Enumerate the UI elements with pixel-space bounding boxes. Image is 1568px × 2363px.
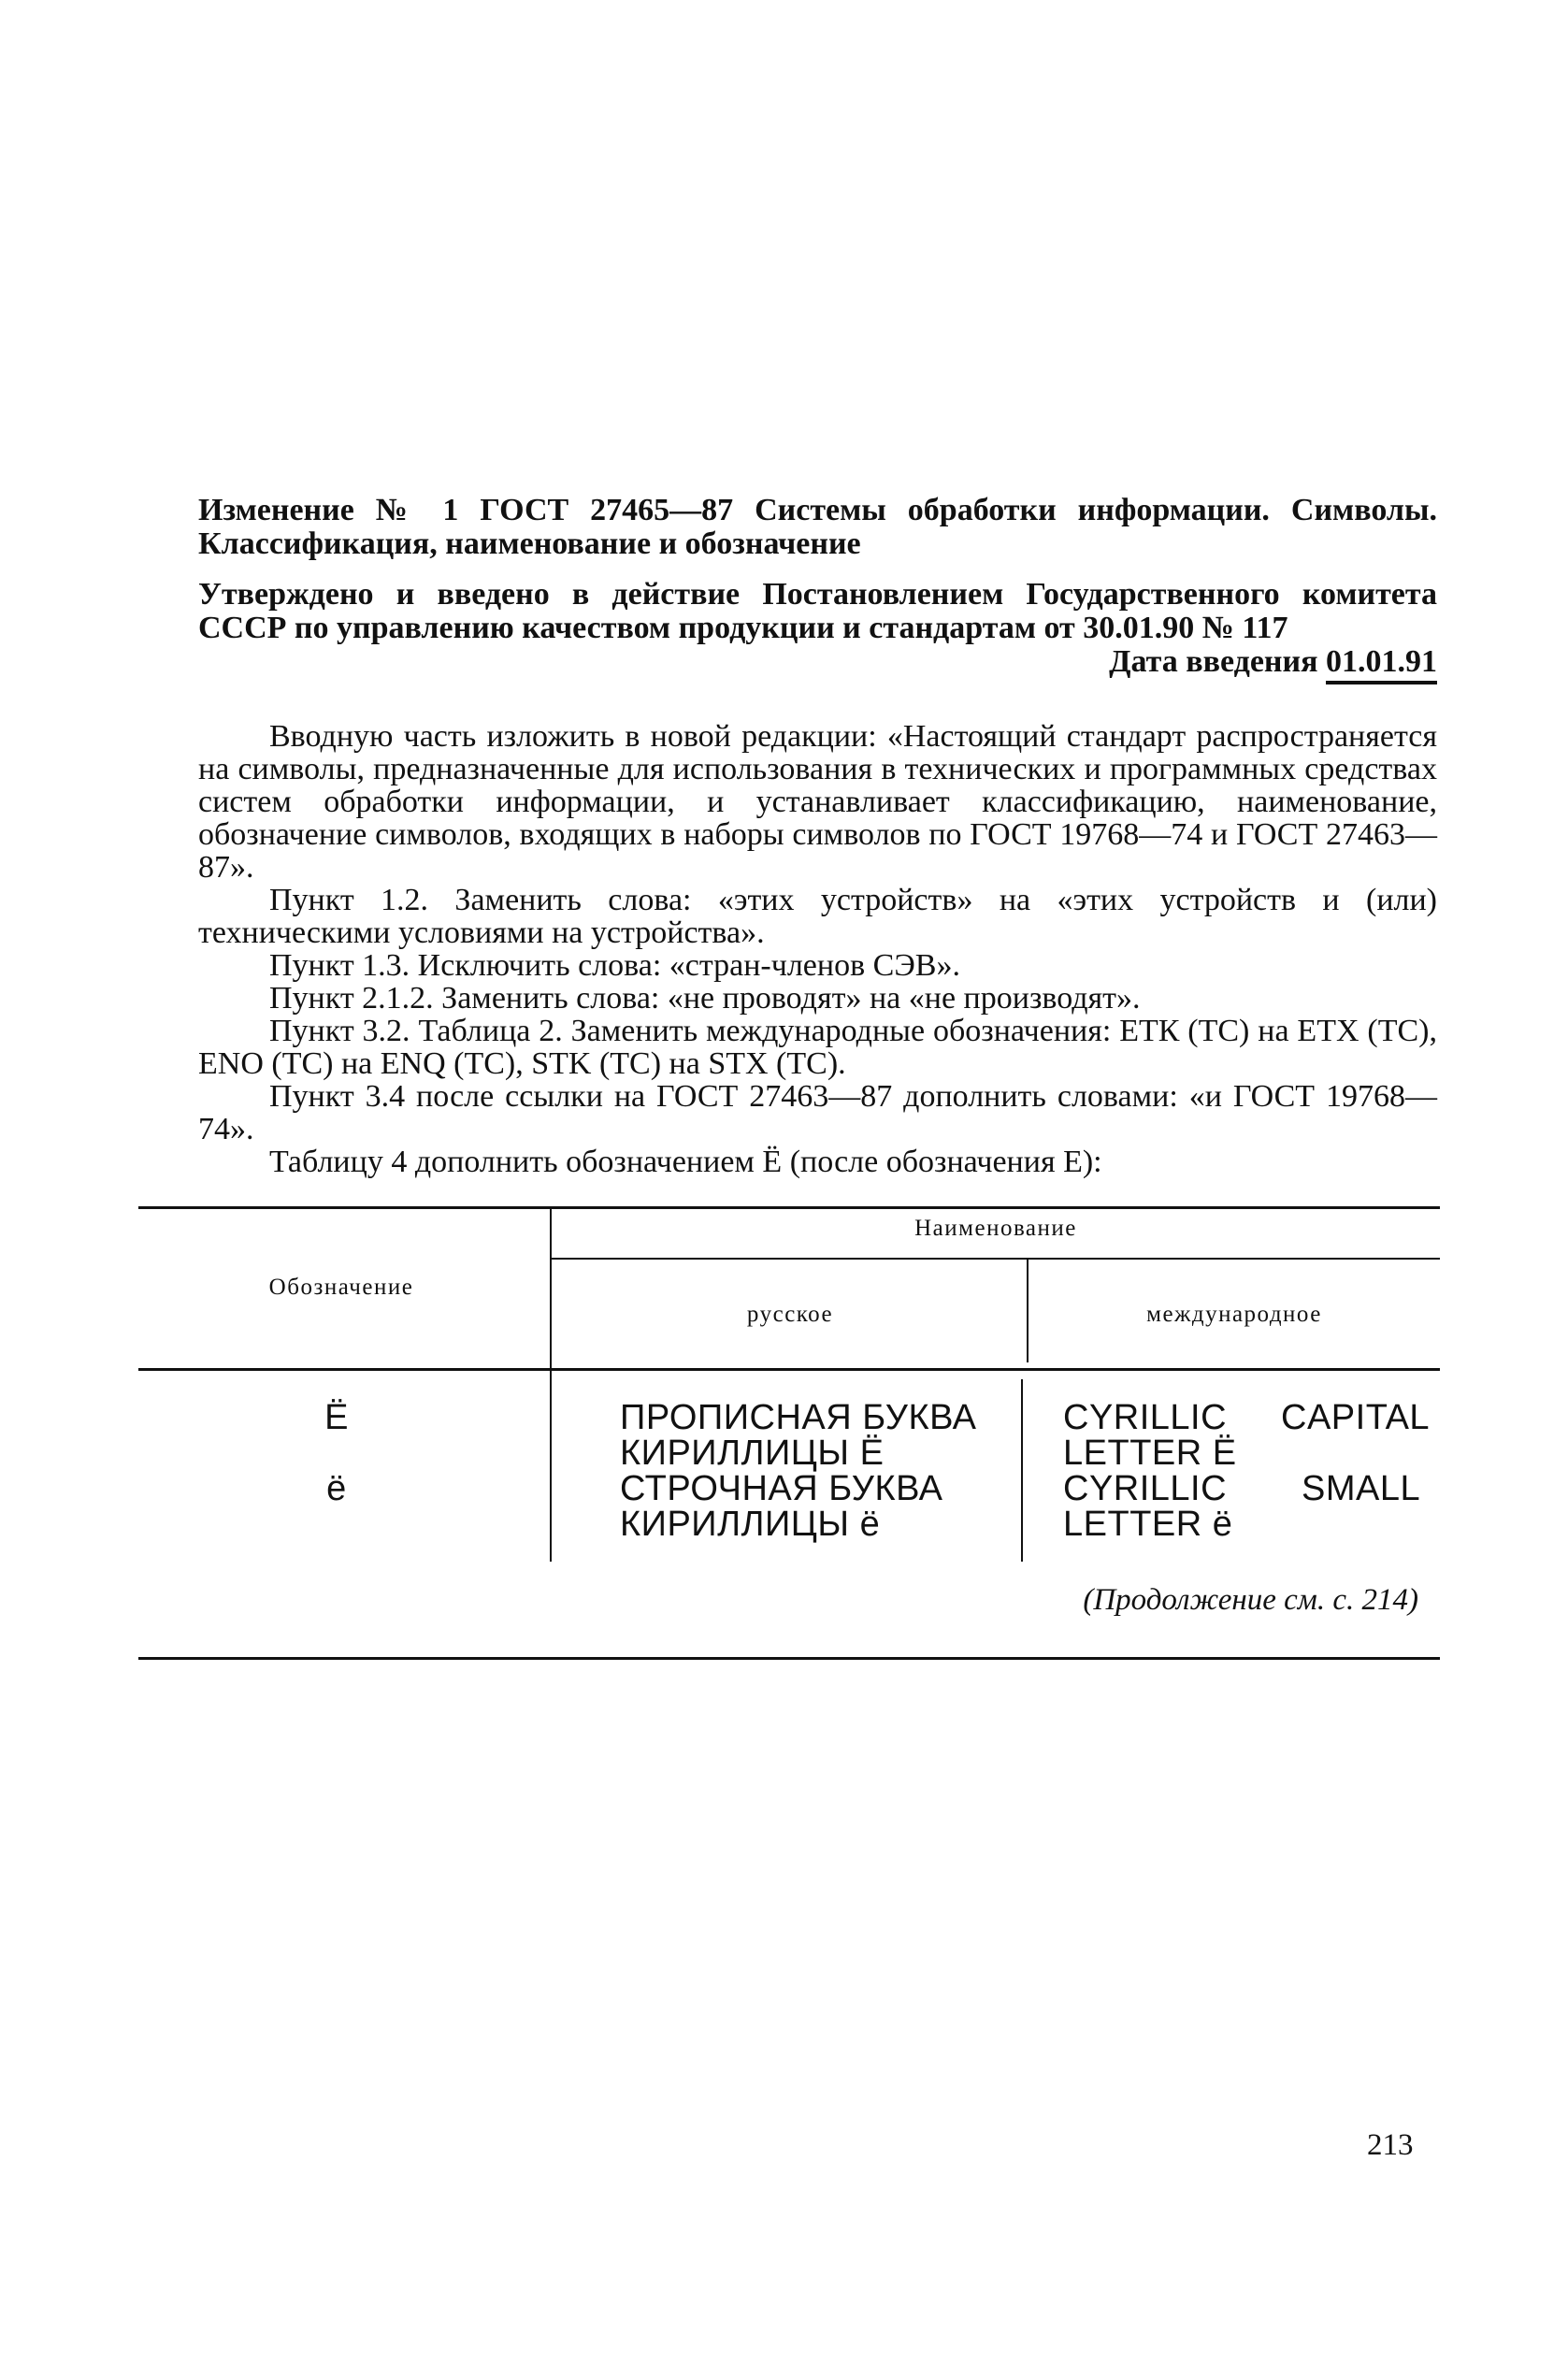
approval-statement bbox=[198, 578, 1437, 684]
paragraph-clause-1-3: Пункт 1.3. Исключить слова: «стран-членов СЭВ». bbox=[269, 948, 960, 983]
table-header-bottom-rule bbox=[138, 1368, 1440, 1371]
row-1-international-line-1b: CAPITAL bbox=[1281, 1398, 1431, 1437]
effective-date-value: 01.01.91 bbox=[1326, 645, 1437, 684]
continuation-note: (Продолжение см. с. 214) bbox=[1083, 1583, 1418, 1617]
effective-date bbox=[198, 645, 1437, 684]
header-international: международное bbox=[1146, 1302, 1322, 1327]
header-russian: русское bbox=[746, 1302, 834, 1327]
approval-statement-line-2: СССР по управлению качеством продукции и стандартам от 30.01.90 № 117 bbox=[198, 611, 1288, 645]
approval-statement-line-1: Утверждено и введено в действие Постановлением Государственного комитета bbox=[198, 577, 1437, 612]
row-2-international-line-1a: CYRILLIC bbox=[1063, 1469, 1228, 1508]
paragraph-introduction: Вводную часть изложить в новой редакции: «Настоящий стандарт распространяется на символы, предназначенные для использования в технических и программных средствах систем обработки информации, и устанавливает классификацию, наименование, обозначение символов, входящих в наборы символов по ГОСТ 19768—74 и ГОСТ 27463—87». bbox=[198, 719, 1437, 885]
row-2-russian-line-1: СТРОЧНАЯ БУКВА bbox=[620, 1469, 943, 1508]
page-number: 213 bbox=[1367, 2128, 1414, 2162]
table-top-rule bbox=[138, 1206, 1440, 1209]
row-1-international-line-2: LETTER Ё bbox=[1063, 1434, 1237, 1473]
row-2-international-line-1b: SMALL bbox=[1302, 1469, 1421, 1508]
amendment-text bbox=[198, 720, 1437, 1178]
row-1-russian-line-2: КИРИЛЛИЦЫ Ё bbox=[620, 1434, 885, 1473]
change-notice-title-line-1: Изменение № 1 ГОСТ 27465—87 Системы обработки информации. Символы. bbox=[198, 493, 1437, 527]
table-divider-designation bbox=[550, 1208, 552, 1562]
paragraph-clause-2-1-2: Пункт 2.1.2. Заменить слова: «не проводят» на «не производят». bbox=[269, 981, 1141, 1016]
row-1-russian-line-1: ПРОПИСНАЯ БУКВА bbox=[620, 1398, 977, 1437]
change-notice-title-line-2: Классификация, наименование и обозначение bbox=[198, 526, 861, 561]
effective-date-label: Дата введения bbox=[1109, 644, 1318, 679]
header-name: Наименование bbox=[914, 1216, 1077, 1241]
change-notice-title bbox=[198, 494, 1437, 561]
row-1-symbol: Ё bbox=[324, 1398, 349, 1437]
row-1-international-line-1a: CYRILLIC bbox=[1063, 1398, 1228, 1437]
row-2-russian-line-2: КИРИЛЛИЦЫ ё bbox=[620, 1505, 881, 1544]
table-header-subrule bbox=[552, 1258, 1440, 1260]
header-designation: Обозначение bbox=[268, 1275, 414, 1300]
paragraph-table-4: Таблицу 4 дополнить обозначением Ё (после обозначения Е): bbox=[269, 1145, 1102, 1179]
bottom-rule bbox=[138, 1657, 1440, 1660]
paragraph-clause-3-4: Пункт 3.4 после ссылки на ГОСТ 27463—87 дополнить словами: «и ГОСТ 19768—74». bbox=[198, 1079, 1437, 1146]
paragraph-clause-3-2: Пункт 3.2. Таблица 2. Заменить международные обозначения: ЕТК (ТС) на ETX (ТС), ENO (ТС) на ENQ (ТС), STK (ТС) на STX (ТС). bbox=[198, 1014, 1437, 1081]
table-body-divider-names bbox=[1021, 1379, 1023, 1562]
row-2-symbol: ё bbox=[326, 1469, 347, 1508]
paragraph-clause-1-2: Пункт 1.2. Заменить слова: «этих устройств» на «этих устройств и (или) техническими условиями на устройства». bbox=[198, 883, 1437, 950]
row-2-international-line-2: LETTER ё bbox=[1063, 1505, 1233, 1544]
